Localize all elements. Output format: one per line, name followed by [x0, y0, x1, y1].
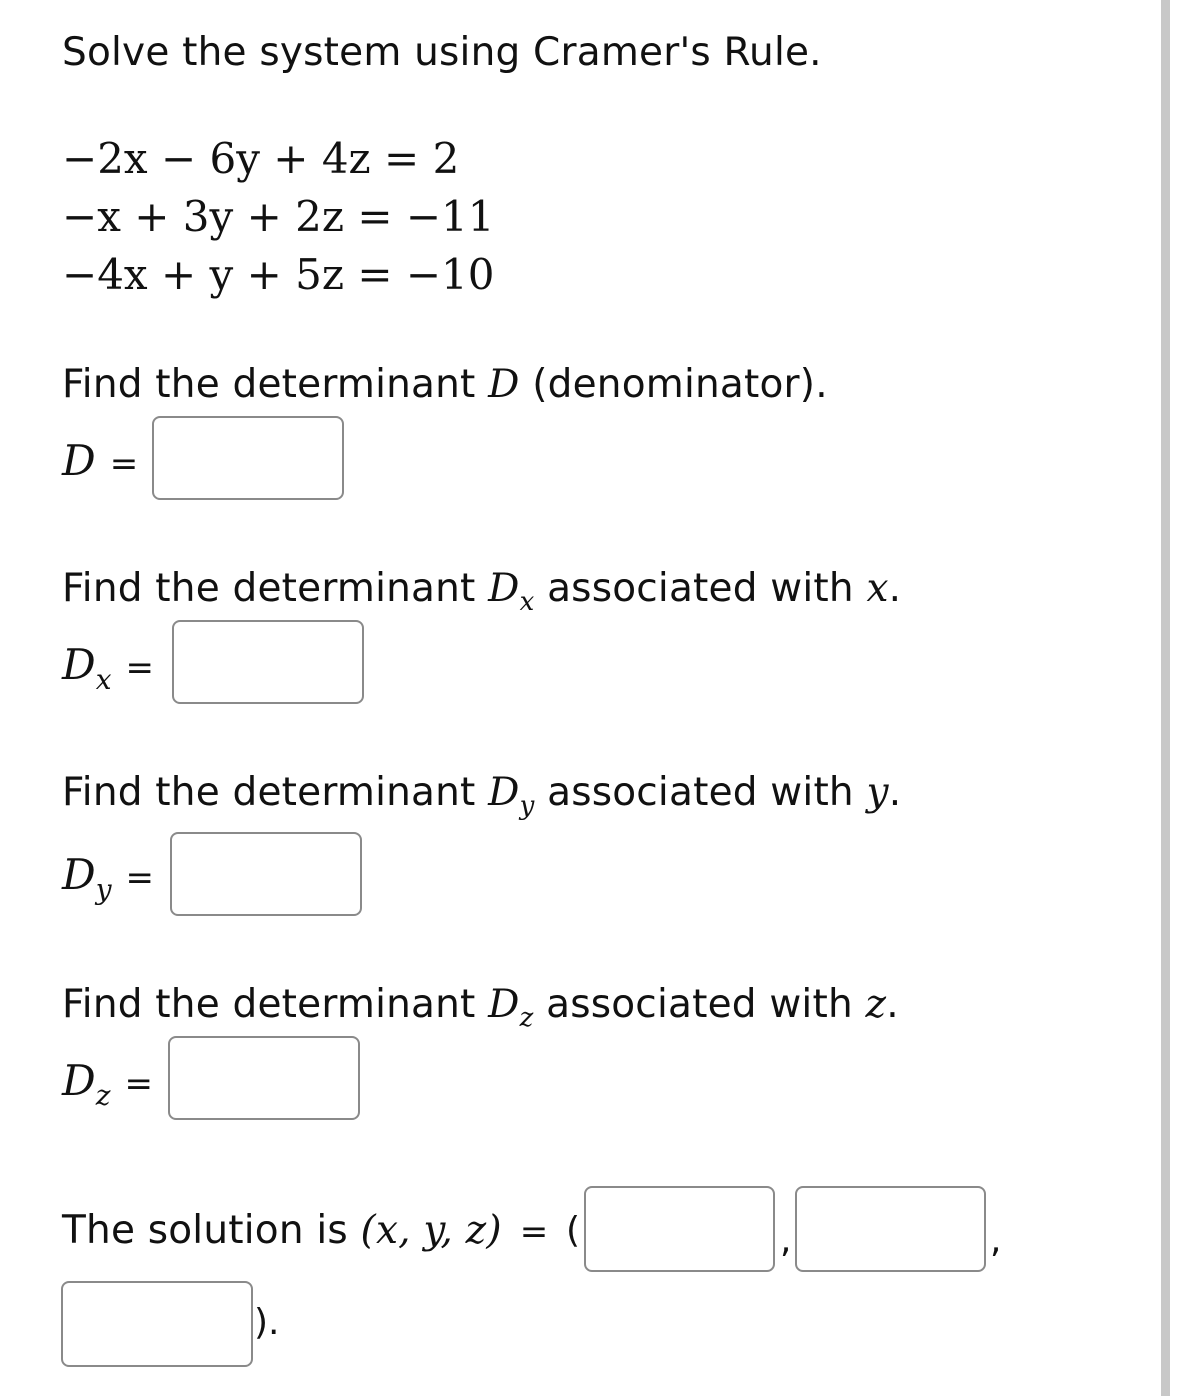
dy-input[interactable]: [170, 832, 362, 916]
dz-input[interactable]: [168, 1036, 360, 1120]
label-dx: $D_x$ =: [62, 640, 154, 696]
problem-title: Solve the system using Cramer's Rule.: [62, 30, 822, 75]
z-solution-input[interactable]: [61, 1281, 253, 1367]
dx-input[interactable]: [172, 620, 364, 704]
d-input[interactable]: [152, 416, 344, 500]
label-d: D =: [62, 436, 139, 485]
prompt-d: Find the determinant D (denominator).: [62, 362, 828, 407]
label-dy: $D_y$ =: [62, 850, 155, 906]
prompt-dz: Find the determinant $D_z$ associated with z.: [62, 982, 899, 1033]
scrollbar[interactable]: [1161, 0, 1170, 1396]
prompt-dy: Find the determinant $D_y$ associated with y.: [62, 770, 902, 821]
equation-2: −x + 3y + 2z = −11: [62, 192, 495, 241]
equation-3: −4x + y + 5z = −10: [62, 250, 495, 299]
prompt-dx: Find the determinant $D_x$ associated with x.: [62, 566, 902, 617]
x-solution-input[interactable]: [584, 1186, 775, 1272]
label-dz: $D_z$ =: [62, 1056, 153, 1112]
open-paren: (: [566, 1210, 581, 1251]
equation-1: −2x − 6y + 4z = 2: [62, 134, 460, 183]
solution-prompt: The solution is (x, y, z) =: [62, 1208, 549, 1253]
close-paren: ).: [254, 1302, 280, 1343]
y-solution-input[interactable]: [795, 1186, 986, 1272]
comma-2: ,: [990, 1220, 1002, 1261]
comma-1: ,: [780, 1220, 792, 1261]
